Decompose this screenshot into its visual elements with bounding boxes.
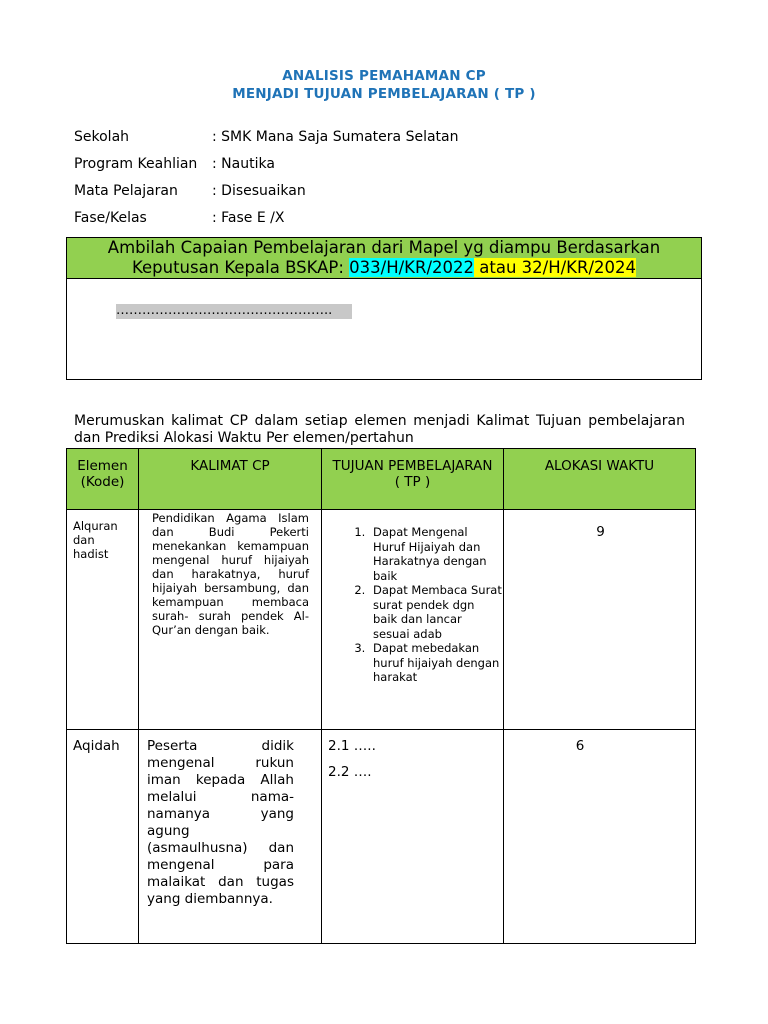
doc-title-line2: MENJADI TUJUAN PEMBELAJARAN ( TP ) xyxy=(232,86,536,102)
cp-heading-line1: Ambilah Capaian Pembelajaran dari Mapel yg diampu Berdasarkan xyxy=(107,238,661,257)
table-row xyxy=(67,510,696,730)
bskap-code-2022: 033/H/KR/2022 xyxy=(349,258,475,277)
list-item: 3. Dapat mebedakan huruf hijaiyah dengan harakat xyxy=(369,641,502,685)
cp-placeholder-field[interactable]: ………………………………………….. xyxy=(116,304,352,319)
list-item: 2. Dapat Membaca Surat surat pendek dgn baik dan lancar sesuai adab xyxy=(369,583,502,641)
table-row xyxy=(67,730,696,944)
row2-kalimat-cp: Peserta didik mengenal rukun iman kepada Allah melalui nama-namanya yang agung (asmaulhusna) dan mengenal para malaikat dan tugas yang diembannya. xyxy=(139,730,322,944)
info-value-mapel: : Disesuaikan xyxy=(212,183,306,199)
row1-alokasi: 9 xyxy=(504,510,696,730)
info-value-sekolah: : SMK Mana Saja Sumatera Selatan xyxy=(212,129,459,145)
bskap-code-2024: atau 32/H/KR/2024 xyxy=(474,258,637,277)
row2-elemen: Aqidah xyxy=(67,730,139,944)
list-item: 1. Dapat Mengenal Huruf Hijaiyah dan Harakatnya dengan baik xyxy=(369,525,502,583)
tp-number: 2.1 xyxy=(328,738,350,754)
info-label-program: Program Keahlian xyxy=(74,156,198,172)
row1-tujuan xyxy=(322,510,504,730)
row1-kalimat-cp: Pendidikan Agama Islam dan Budi Pekerti menekankan kemampuan mengenal huruf hijaiyah dan harakatnya, huruf hijaiyah bersambung, dan kemampuan membaca surah- surah pendek Al-Qur’an dengan baik. xyxy=(139,510,322,730)
tp-number: 2.2 xyxy=(328,764,350,780)
instruction-paragraph: Merumuskan kalimat CP dalam setiap elemen menjadi Kalimat Tujuan pembelajaran dan Prediksi Alokasi Waktu Per elemen/pertahun xyxy=(74,413,685,446)
info-value-fase: : Fase E /X xyxy=(212,210,285,226)
tp-text: ….. xyxy=(353,738,376,754)
cp-box-heading xyxy=(67,238,701,279)
info-label-mapel: Mata Pelajaran xyxy=(74,183,178,199)
info-value-program: : Nautika xyxy=(212,156,275,172)
table-header-row xyxy=(67,449,696,510)
row2-tujuan xyxy=(322,730,504,944)
row2-tp-item-2 xyxy=(328,759,503,785)
info-label-sekolah: Sekolah xyxy=(74,129,130,145)
row2-alokasi: 6 xyxy=(504,730,696,944)
doc-title-line1: ANALISIS PEMAHAMAN CP xyxy=(282,68,486,84)
cp-analysis-table xyxy=(66,448,696,944)
row1-tp-list xyxy=(323,525,502,685)
header-tujuan: TUJUAN PEMBELAJARAN ( TP ) xyxy=(322,449,504,510)
tp-text: …. xyxy=(353,764,372,780)
cp-heading-prefix: Keputusan Kepala BSKAP: xyxy=(131,258,350,277)
header-elemen: Elemen (Kode) xyxy=(67,449,139,510)
row2-tp-item-1 xyxy=(328,733,503,759)
cp-heading-line2 xyxy=(67,258,701,278)
header-kalimat-cp: KALIMAT CP xyxy=(139,449,322,510)
header-alokasi: ALOKASI WAKTU xyxy=(504,449,696,510)
cp-box xyxy=(66,237,702,380)
info-label-fase: Fase/Kelas xyxy=(74,210,147,226)
row1-elemen: Alquran dan hadist xyxy=(67,510,139,730)
